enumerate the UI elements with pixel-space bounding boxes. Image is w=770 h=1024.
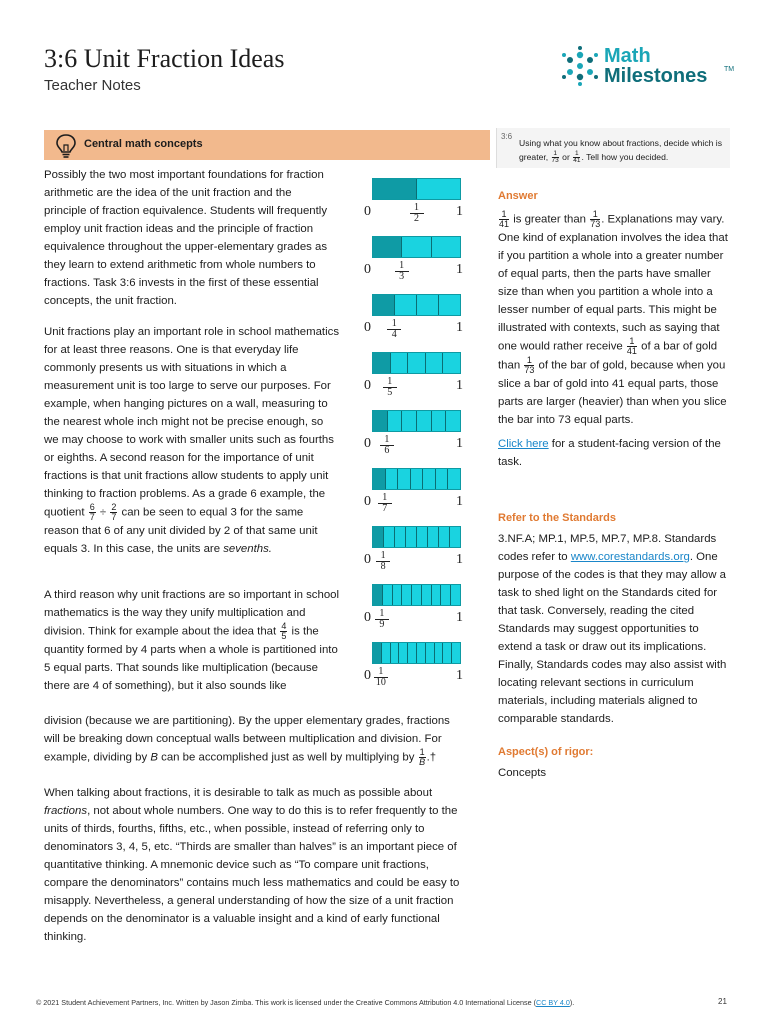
- answer-heading: Answer: [498, 190, 538, 202]
- strip-segment: [373, 295, 395, 315]
- strip-segment: [373, 353, 391, 373]
- strip-segment: [398, 469, 411, 489]
- strip-segment: [383, 585, 393, 605]
- strip-label-zero: 0: [364, 378, 371, 393]
- strip-segment: [428, 527, 439, 547]
- strip-label-zero: 0: [364, 668, 371, 683]
- strip-segment: [406, 527, 417, 547]
- strip-segment: [373, 643, 382, 663]
- strip-label-fraction-1-2: $\frac{1}{2}$: [410, 203, 424, 224]
- fraction-two-sevenths: $\frac{2}{7}$: [111, 502, 117, 522]
- strip-label-zero: 0: [364, 436, 371, 451]
- strip-segment: [417, 527, 428, 547]
- strip-segment: [443, 353, 460, 373]
- fraction-strip-2: [372, 178, 461, 200]
- rigor-heading: Aspect(s) of rigor:: [498, 746, 594, 758]
- strip-label-fraction-1-10: $\frac{1}{10}$: [375, 666, 386, 688]
- strip-segment: [399, 643, 408, 663]
- strip-label-fraction-1-9: $\frac{1}{9}$: [375, 609, 389, 630]
- strip-label-zero: 0: [364, 610, 371, 625]
- strip-label-one: 1: [456, 204, 463, 219]
- strip-segment: [426, 353, 444, 373]
- fraction-strip-6: [372, 410, 461, 432]
- cc-license-link[interactable]: CC BY 4.0: [536, 998, 570, 1007]
- strip-label-fraction-1-3: $\frac{1}{3}$: [395, 261, 409, 282]
- strip-segment: [391, 643, 400, 663]
- strip-segment: [422, 585, 432, 605]
- strip-segment: [439, 295, 460, 315]
- strip-segment: [432, 585, 442, 605]
- strip-segment: [402, 585, 412, 605]
- strip-segment: [411, 469, 424, 489]
- body-paragraph-4: [44, 784, 464, 946]
- footer-license: © 2021 Student Achievement Partners, Inc. Written by Jason Zimba. This work is licensed under the Creative Commons Attribution 4.0 International License (CC BY 4.0).: [36, 998, 575, 1007]
- strip-segment: [373, 585, 383, 605]
- paragraph-3-text-b: is the quantity formed by 4 parts when a whole is partitioned into 5 equal parts. That sounds like multiplication (because there are 4 of something), but it also sounds like: [44, 625, 338, 692]
- strip-segment: [441, 585, 451, 605]
- paragraph-3-text-c: can be accomplished just as well by multiplying by: [157, 751, 418, 764]
- fraction-strip-7: [372, 468, 461, 490]
- strip-segment: [391, 353, 409, 373]
- page-title: 3:6 Unit Fraction Ideas: [44, 44, 285, 73]
- division-sign: ÷: [99, 506, 107, 519]
- strip-segment: [395, 527, 406, 547]
- strip-segment: [450, 527, 460, 547]
- strip-segment: [452, 643, 460, 663]
- fraction-strip-5: [372, 352, 461, 374]
- strip-label-fraction-1-8: $\frac{1}{8}$: [376, 551, 390, 572]
- strip-segment: [435, 643, 444, 663]
- central-concepts-banner: [44, 130, 490, 160]
- fraction-one-over-b: $\frac{1}{B}$: [419, 747, 426, 767]
- logo-trademark: TM: [724, 66, 735, 73]
- paragraph-unit-fraction-intro: Possibly the two most important foundations for fraction arithmetic are the idea of the unit fraction and the principle of fraction equivalence. Students will frequently employ unit fraction ideas and the principle of fraction equivalence throughout the upper-elementary grades as they learn to extend arithmetic from whole numbers to fractions. Task 3:6 invests in the first of these essential concepts, the unit fraction.: [44, 169, 328, 307]
- body-paragraph-2: [44, 323, 340, 558]
- strip-segment: [432, 411, 447, 431]
- corestandards-link[interactable]: www.corestandards.org: [570, 551, 690, 563]
- fraction-six-sevenths: $\frac{6}{7}$: [89, 502, 95, 522]
- strip-label-one: 1: [456, 436, 463, 451]
- strip-segment: [373, 411, 388, 431]
- variable-b: B: [150, 751, 158, 764]
- fraction-strip-8: [372, 526, 461, 548]
- strip-label-fraction-1-5: $\frac{1}{5}$: [383, 377, 397, 398]
- paragraph-3-text-b-tail: division (because we are partitioning). By the upper elementary grades, fractions will be breaking down conceptual walls between multiplication and division. For example, dividing by: [44, 715, 450, 764]
- strip-label-one: 1: [456, 610, 463, 625]
- strip-segment: [402, 237, 431, 257]
- strip-segment: [373, 237, 402, 257]
- strip-segment: [373, 527, 384, 547]
- page-number: 21: [718, 997, 727, 1006]
- paragraph-3-text-a: A third reason why unit fractions are so important in school mathematics is the way they unify multiplication and division. Think for example about the idea that: [44, 589, 340, 638]
- answer-text: $\frac{1}{41}$ is greater than $\frac{1}{73}$ . Explanations may vary. One kind of explanation involves the idea that if you partition a whole into a greater number of equal parts, then the parts have smaller size than when you partition a whole into a lesser number of equal parts. This might be illustrated with contexts, such as saying that one would rather receive $\frac{1}{41}$ of a bar of gold than $\frac{1}{73}$ of the bar of gold, because when you slice a bar of gold into 41 equal parts, those parts are larger (heavier) than when you slice the bar into 73 equal parts. Click here for a student-facing version of the task.: [498, 209, 728, 468]
- paragraph-4-emphasis: fractions: [44, 805, 88, 817]
- strip-segment: [432, 237, 460, 257]
- student-version-text: for a student-facing version of the task.: [498, 438, 721, 468]
- dagger-mark: .†: [426, 751, 437, 764]
- lightbulb-icon: [54, 133, 78, 159]
- body-paragraph-3-top: [44, 586, 340, 695]
- fraction-four-fifths: $\frac{4}{5}$: [281, 621, 287, 641]
- fraction-strip-4: [372, 294, 461, 316]
- strip-segment: [439, 527, 450, 547]
- paragraph-2-sevenths: sevenths.: [223, 543, 272, 555]
- strip-label-one: 1: [456, 320, 463, 335]
- strip-label-zero: 0: [364, 552, 371, 567]
- task-prompt: Using what you know about fractions, decide which is greater, $\frac{1}{73}$ or $\frac{1}{41}$ . Tell how you decided.: [519, 138, 723, 165]
- task-box: [496, 128, 730, 168]
- body-paragraph-1: [44, 166, 336, 310]
- strip-segment: [395, 295, 417, 315]
- strip-segment: [436, 469, 449, 489]
- logo-mark-icon: [560, 46, 600, 86]
- paragraph-4-text-b: , not about whole numbers. One way to do this is to refer frequently to the units of thirds, fourths, fifths, etc., when possible, instead of referring only to denominators 3, 4, 5, etc. “Thirds are smaller than halves” is an important piece of quantitative thinking. A mnemonic device such as “To compare unit fractions, compare the denominators” contains much less mathematics and could be easy to misapply. Nevertheless, a general understanding of how the size of a unit fraction depends on the denominator is a valuable insight and a kind of early functional thinking.: [44, 805, 460, 943]
- strip-segment: [384, 527, 395, 547]
- strip-label-one: 1: [456, 494, 463, 509]
- strip-label-one: 1: [456, 552, 463, 567]
- logo-text-math: Math: [604, 45, 651, 67]
- strip-segment: [373, 469, 386, 489]
- page-subtitle: Teacher Notes: [44, 77, 141, 94]
- strip-label-fraction-1-7: $\frac{1}{7}$: [378, 493, 392, 514]
- strip-segment: [426, 643, 435, 663]
- body-paragraph-3-bottom: [44, 712, 454, 767]
- student-version-link[interactable]: Click here: [498, 438, 549, 450]
- strip-segment: [388, 411, 403, 431]
- strip-segment: [451, 585, 460, 605]
- strip-label-zero: 0: [364, 320, 371, 335]
- strip-segment: [423, 469, 436, 489]
- strip-label-fraction-1-4: $\frac{1}{4}$: [387, 319, 401, 340]
- strip-segment: [412, 585, 422, 605]
- strip-segment: [382, 643, 391, 663]
- task-number: 3:6: [501, 132, 513, 141]
- fraction-strip-10: [372, 642, 461, 664]
- strip-segment: [408, 353, 426, 373]
- standards-heading: Refer to the Standards: [498, 512, 616, 524]
- strip-segment: [448, 469, 460, 489]
- strip-segment: [393, 585, 403, 605]
- paragraph-2-text-b: can be seen to equal 3 for the same reason that 6 of any unit divided by 2 of that same unit equals 3. In this case, the units are: [44, 506, 318, 555]
- strip-segment: [386, 469, 399, 489]
- strip-segment: [417, 295, 439, 315]
- strip-segment: [417, 411, 432, 431]
- central-concepts-label: Central math concepts: [84, 138, 203, 150]
- strip-segment: [446, 411, 460, 431]
- paragraph-2-text-a: Unit fractions play an important role in school mathematics for at least three reasons. One is that everyday life commonly presents us with situations in which a measurement unit is too large to serve our purposes. For example, when hanging pictures on a wall, measuring to the nearest whole inch might not be precise enough, so we may choose to work with smaller units such as fourths or eighths. A second reason for the importance of unit fractions is that unit fractions allow students to apply unit thinking to fraction problems. As a grade 6 example, the quotient: [44, 326, 340, 519]
- strip-segment: [408, 643, 417, 663]
- rigor-value: Concepts: [498, 767, 547, 779]
- strip-segment: [417, 643, 426, 663]
- paragraph-4-text-a: When talking about fractions, it is desirable to talk as much as possible about: [44, 787, 433, 799]
- fraction-strips-figure: [362, 178, 472, 698]
- strip-segment: [373, 179, 417, 199]
- fraction-strip-3: [372, 236, 461, 258]
- strip-segment: [417, 179, 460, 199]
- standards-text: 3.NF.A; MP.1, MP.5, MP.7, MP.8. Standards codes refer to www.corestandards.org. One purpose of the codes is that they may allow a task to shed light on the Standards cited for that task. Conversely, reading the cited Standards may suggest opportunities to extend a task or draw out its implications. Finally, Standards codes may also assist with locating relevant sections in curriculum materials, including materials aligned to comparable standards.: [498, 533, 727, 725]
- strip-label-zero: 0: [364, 262, 371, 277]
- math-milestones-logo: [560, 45, 735, 92]
- strip-segment: [402, 411, 417, 431]
- strip-label-zero: 0: [364, 204, 371, 219]
- strip-segment: [443, 643, 452, 663]
- strip-label-one: 1: [456, 378, 463, 393]
- logo-text-milestones: Milestones: [604, 65, 708, 87]
- fraction-strip-9: [372, 584, 461, 606]
- strip-label-one: 1: [456, 668, 463, 683]
- strip-label-fraction-1-6: $\frac{1}{6}$: [380, 435, 394, 456]
- strip-label-one: 1: [456, 262, 463, 277]
- strip-label-zero: 0: [364, 494, 371, 509]
